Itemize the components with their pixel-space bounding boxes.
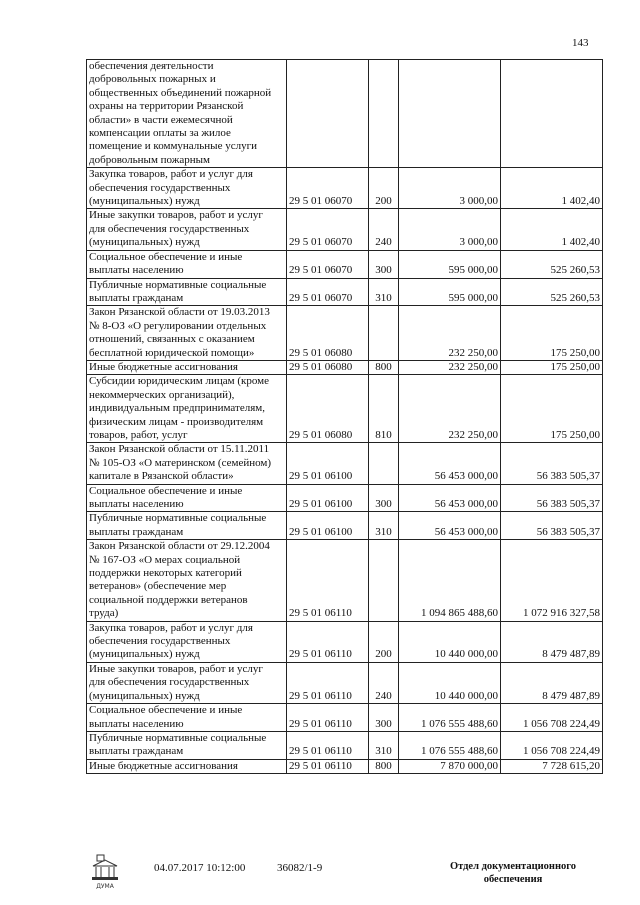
row-expense-type: 310 xyxy=(369,278,399,306)
row-code: 29 5 01 06070 xyxy=(287,168,369,209)
row-name: Закон Рязанской области от 29.12.2004 № 167-ОЗ «О мерах социальной поддержки некоторых категорий ветеранов» (обеспечение мер социальной поддержки ветеранов труда) xyxy=(87,540,287,621)
row-plan-amount: 1 076 555 488,60 xyxy=(399,704,501,732)
row-expense-type: 800 xyxy=(369,360,399,374)
row-actual-amount: 56 383 505,37 xyxy=(501,443,603,484)
row-code: 29 5 01 06110 xyxy=(287,704,369,732)
row-expense-type xyxy=(369,443,399,484)
row-name: Иные закупки товаров, работ и услуг для обеспечения государственных (муниципальных) нужд xyxy=(87,209,287,250)
row-plan-amount: 56 453 000,00 xyxy=(399,484,501,512)
table-row xyxy=(87,621,603,662)
row-code: 29 5 01 06110 xyxy=(287,662,369,703)
row-actual-amount: 56 383 505,37 xyxy=(501,512,603,540)
row-name: Иные бюджетные ассигнования xyxy=(87,360,287,374)
duma-logo-icon xyxy=(88,852,122,890)
table-row xyxy=(87,168,603,209)
row-actual-amount: 8 479 487,89 xyxy=(501,662,603,703)
row-code: 29 5 01 06070 xyxy=(287,278,369,306)
footer-date: 04.07.2017 10:12:00 xyxy=(154,862,246,874)
row-plan-amount: 595 000,00 xyxy=(399,278,501,306)
department-line-1: Отдел документационного xyxy=(449,861,577,872)
row-actual-amount: 7 728 615,20 xyxy=(501,759,603,773)
logo-text: ДУМА xyxy=(96,883,114,890)
row-expense-type: 810 xyxy=(369,375,399,443)
row-name: Публичные нормативные социальные выплаты гражданам xyxy=(87,731,287,759)
row-actual-amount: 525 260,53 xyxy=(501,250,603,278)
table-row xyxy=(87,250,603,278)
row-expense-type: 300 xyxy=(369,484,399,512)
row-code: 29 5 01 06070 xyxy=(287,209,369,250)
table-row xyxy=(87,540,603,621)
row-plan-amount: 1 094 865 488,60 xyxy=(399,540,501,621)
row-plan-amount: 7 870 000,00 xyxy=(399,759,501,773)
row-name: Закупка товаров, работ и услуг для обеспечения государственных (муниципальных) нужд xyxy=(87,621,287,662)
row-name: Закон Рязанской области от 19.03.2013 № 8-ОЗ «О регулировании отдельных отношений, связанных с оказанием бесплатной юридической помощи» xyxy=(87,306,287,361)
table-row xyxy=(87,704,603,732)
row-expense-type: 310 xyxy=(369,512,399,540)
row-name: Публичные нормативные социальные выплаты гражданам xyxy=(87,512,287,540)
row-plan-amount xyxy=(399,60,501,168)
row-actual-amount: 1 402,40 xyxy=(501,209,603,250)
table-row xyxy=(87,209,603,250)
row-name: Закупка товаров, работ и услуг для обеспечения государственных (муниципальных) нужд xyxy=(87,168,287,209)
row-code xyxy=(287,60,369,168)
row-expense-type: 300 xyxy=(369,250,399,278)
row-plan-amount: 232 250,00 xyxy=(399,375,501,443)
row-name: обеспечения деятельности добровольных пожарных и общественных объединений пожарной охраны на территории Рязанской области» в части ежемесячной компенсации оплаты за жилое помещение и коммунальные услуги добровольным пожарным xyxy=(87,60,287,168)
table-row xyxy=(87,484,603,512)
budget-table-body xyxy=(87,60,603,774)
row-code: 29 5 01 06080 xyxy=(287,306,369,361)
row-plan-amount: 595 000,00 xyxy=(399,250,501,278)
row-expense-type xyxy=(369,306,399,361)
row-code: 29 5 01 06110 xyxy=(287,540,369,621)
row-actual-amount: 175 250,00 xyxy=(501,360,603,374)
row-actual-amount: 1 056 708 224,49 xyxy=(501,731,603,759)
row-actual-amount xyxy=(501,60,603,168)
footer-doc-number: 36082/1-9 xyxy=(277,862,323,874)
row-code: 29 5 01 06100 xyxy=(287,512,369,540)
row-plan-amount: 10 440 000,00 xyxy=(399,621,501,662)
row-expense-type: 300 xyxy=(369,704,399,732)
page-number: 143 xyxy=(572,37,589,49)
row-name: Социальное обеспечение и иные выплаты населению xyxy=(87,704,287,732)
row-expense-type: 240 xyxy=(369,209,399,250)
row-code: 29 5 01 06110 xyxy=(287,621,369,662)
table-row xyxy=(87,278,603,306)
row-plan-amount: 56 453 000,00 xyxy=(399,443,501,484)
table-row xyxy=(87,662,603,703)
row-code: 29 5 01 06110 xyxy=(287,759,369,773)
row-code: 29 5 01 06070 xyxy=(287,250,369,278)
table-row xyxy=(87,360,603,374)
row-expense-type: 200 xyxy=(369,621,399,662)
row-code: 29 5 01 06100 xyxy=(287,484,369,512)
row-name: Публичные нормативные социальные выплаты гражданам xyxy=(87,278,287,306)
row-expense-type: 800 xyxy=(369,759,399,773)
row-name: Закон Рязанской области от 15.11.2011 № 105-ОЗ «О материнском (семейном) капитале в Рязанской области» xyxy=(87,443,287,484)
row-plan-amount: 1 076 555 488,60 xyxy=(399,731,501,759)
table-row xyxy=(87,512,603,540)
row-actual-amount: 1 072 916 327,58 xyxy=(501,540,603,621)
row-expense-type xyxy=(369,60,399,168)
row-actual-amount: 175 250,00 xyxy=(501,306,603,361)
table-row xyxy=(87,375,603,443)
row-name: Социальное обеспечение и иные выплаты населению xyxy=(87,250,287,278)
table-row xyxy=(87,759,603,773)
row-plan-amount: 232 250,00 xyxy=(399,306,501,361)
row-actual-amount: 1 402,40 xyxy=(501,168,603,209)
row-name: Субсидии юридическим лицам (кроме некоммерческих организаций), индивидуальным предпринимателям, физическим лицам - производителям товаров, работ, услуг xyxy=(87,375,287,443)
row-actual-amount: 8 479 487,89 xyxy=(501,621,603,662)
row-code: 29 5 01 06110 xyxy=(287,731,369,759)
row-plan-amount: 232 250,00 xyxy=(399,360,501,374)
budget-table xyxy=(86,59,603,774)
footer-department xyxy=(438,860,588,886)
row-code: 29 5 01 06080 xyxy=(287,375,369,443)
row-plan-amount: 3 000,00 xyxy=(399,209,501,250)
row-name: Иные закупки товаров, работ и услуг для обеспечения государственных (муниципальных) нужд xyxy=(87,662,287,703)
row-actual-amount: 56 383 505,37 xyxy=(501,484,603,512)
row-plan-amount: 10 440 000,00 xyxy=(399,662,501,703)
row-actual-amount: 525 260,53 xyxy=(501,278,603,306)
row-expense-type: 200 xyxy=(369,168,399,209)
table-row xyxy=(87,731,603,759)
row-expense-type xyxy=(369,540,399,621)
row-name: Социальное обеспечение и иные выплаты населению xyxy=(87,484,287,512)
table-row xyxy=(87,60,603,168)
row-actual-amount: 1 056 708 224,49 xyxy=(501,704,603,732)
row-plan-amount: 3 000,00 xyxy=(399,168,501,209)
row-plan-amount: 56 453 000,00 xyxy=(399,512,501,540)
table-row xyxy=(87,306,603,361)
row-code: 29 5 01 06100 xyxy=(287,443,369,484)
table-row xyxy=(87,443,603,484)
row-code: 29 5 01 06080 xyxy=(287,360,369,374)
row-expense-type: 310 xyxy=(369,731,399,759)
row-name: Иные бюджетные ассигнования xyxy=(87,759,287,773)
row-actual-amount: 175 250,00 xyxy=(501,375,603,443)
row-expense-type: 240 xyxy=(369,662,399,703)
department-line-2: обеспечения xyxy=(483,874,543,885)
